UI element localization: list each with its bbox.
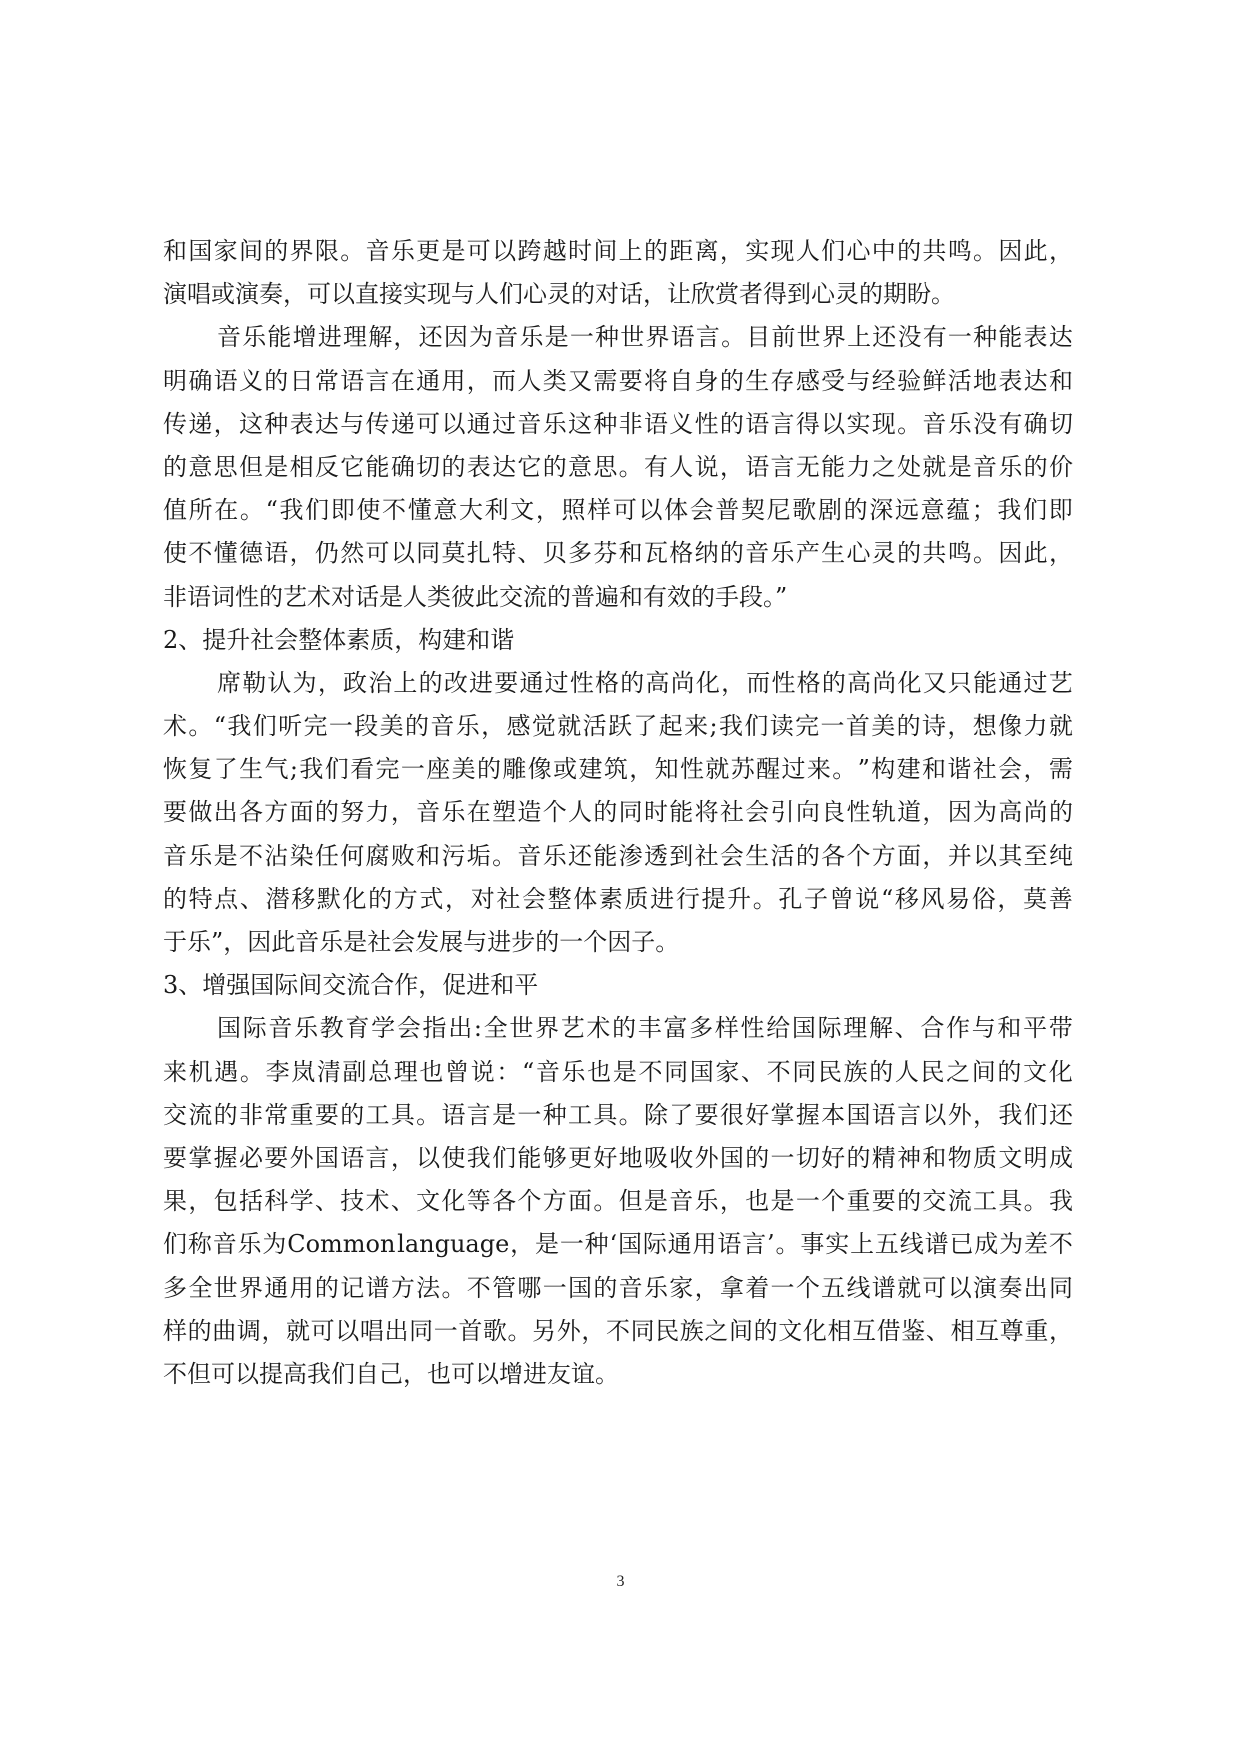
text-line: 们 称 音 乐 为 Common language ， 是 一 种 ‘ 国 际 通 用 语 言 ’ 。 事 实 上 五 线 谱 已 成 为 差 不 (163, 1230, 1073, 1259)
text-line: 于乐”，因此音乐是社会发展与进步的一个因子。 (163, 928, 680, 956)
text-line: 席 勒 认 为 ， 政 治 上 的 改 进 要 通 过 性 格 的 高 尚 化 ， 而 性 格 的 高 尚 化 又 只 能 通 过 艺 (217, 668, 1073, 697)
body-text (163, 230, 1073, 1396)
text-line: 果 ， 包 括 科 学 、 技 术 、 文 化 等 各 个 方 面 。 但 是 音 乐 ， 也 是 一 个 重 要 的 交 流 工 具 。 我 (163, 1187, 1073, 1216)
text-line: 术 。 “ 我 们 听 完 一 段 美 的 音 乐 ， 感 觉 就 活 跃 了 起 来 ; 我 们 读 完 一 首 美 的 诗 ， 想 像 力 就 (163, 712, 1073, 741)
text-line: 明 确 语 义 的 日 常 语 言 在 通 用 ， 而 人 类 又 需 要 将 自 身 的 生 存 感 受 与 经 验 鲜 活 地 表 达 和 (163, 366, 1073, 395)
text-line: 不但可以提高我们自己，也可以增进友谊。 (163, 1359, 619, 1388)
text-line: 2、提升社会整体素质，构建和谐 (163, 625, 515, 654)
text-line: 的 意 思 但 是 相 反 它 能 确 切 的 表 达 它 的 意 思 。 有 人 说 ， 语 言 无 能 力 之 处 就 是 音 乐 的 价 (163, 452, 1073, 481)
text-line: 3、增强国际间交流合作，促进和平 (163, 971, 539, 1000)
text-line: 音 乐 是 不 沾 染 任 何 腐 败 和 污 垢 。 音 乐 还 能 渗 透 到 社 会 生 活 的 各 个 方 面 ， 并 以 其 至 纯 (163, 841, 1073, 870)
text-line: 演唱或演奏，可以直接实现与人们心灵的对话，让欣赏者得到心灵的期盼。 (163, 280, 955, 309)
text-line: 国 际 音 乐 教 育 学 会 指 出 : 全 世 界 艺 术 的 丰 富 多 样 性 给 国 际 理 解 、 合 作 与 和 平 带 (217, 1014, 1073, 1043)
text-line: 要 做 出 各 方 面 的 努 力 ， 音 乐 在 塑 造 个 人 的 同 时 能 将 社 会 引 向 良 性 轨 道 ， 因 为 高 尚 的 (163, 798, 1073, 827)
text-line: 来 机 遇 。 李 岚 清 副 总 理 也 曾 说 ： “ 音 乐 也 是 不 同 国 家 、 不 同 民 族 的 人 民 之 间 的 文 化 (163, 1057, 1073, 1086)
text-line: 音 乐 能 增 进 理 解 ， 还 因 为 音 乐 是 一 种 世 界 语 言 。 目 前 世 界 上 还 没 有 一 种 能 表 达 (217, 323, 1073, 352)
text-line: 传 递 ， 这 种 表 达 与 传 递 可 以 通 过 音 乐 这 种 非 语 义 性 的 语 言 得 以 实 现 。 音 乐 没 有 确 切 (163, 409, 1073, 438)
text-line: 交 流 的 非 常 重 要 的 工 具 。 语 言 是 一 种 工 具 。 除 了 要 很 好 掌 握 本 国 语 言 以 外 ， 我 们 还 (163, 1100, 1073, 1129)
text-line: 非语词性的艺术对话是人类彼此交流的普遍和有效的手段。” (163, 582, 788, 611)
text-line: 的 特 点 、 潜 移 默 化 的 方 式 ， 对 社 会 整 体 素 质 进 行 提 升 。 孔 子 曾 说 “ 移 风 易 俗 ， 莫 善 (163, 884, 1073, 913)
text-line: 要 掌 握 必 要 外 国 语 言 ， 以 使 我 们 能 够 更 好 地 吸 收 外 国 的 一 切 好 的 精 神 和 物 质 文 明 成 (163, 1143, 1073, 1172)
text-line: 恢 复 了 生 气 ; 我 们 看 完 一 座 美 的 雕 像 或 建 筑 ， 知 性 就 苏 醒 过 来 。 ” 构 建 和 谐 社 会 ， 需 (163, 755, 1073, 784)
text-line: 值 所 在 。 “ 我 们 即 使 不 懂 意 大 利 文 ， 照 样 可 以 体 会 普 契 尼 歌 剧 的 深 远 意 蕴 ； 我 们 即 (163, 496, 1073, 525)
text-line: 多 全 世 界 通 用 的 记 谱 方 法 。 不 管 哪 一 国 的 音 乐 家 ， 拿 着 一 个 五 线 谱 就 可 以 演 奏 出 同 (163, 1273, 1073, 1302)
page-number: 3 (616, 1573, 625, 1590)
text-line: 使 不 懂 德 语 ， 仍 然 可 以 同 莫 扎 特 、 贝 多 芬 和 瓦 格 纳 的 音 乐 产 生 心 灵 的 共 鸣 。 因 此 ， (163, 539, 1073, 568)
text-line: 和 国 家 间 的 界 限 。 音 乐 更 是 可 以 跨 越 时 间 上 的 距 离 ， 实 现 人 们 心 中 的 共 鸣 。 因 此 ， (163, 237, 1073, 265)
text-line: 样 的 曲 调 ， 就 可 以 唱 出 同 一 首 歌 。 另 外 ， 不 同 民 族 之 间 的 文 化 相 互 借 鉴 、 相 互 尊 重 ， (163, 1316, 1073, 1345)
